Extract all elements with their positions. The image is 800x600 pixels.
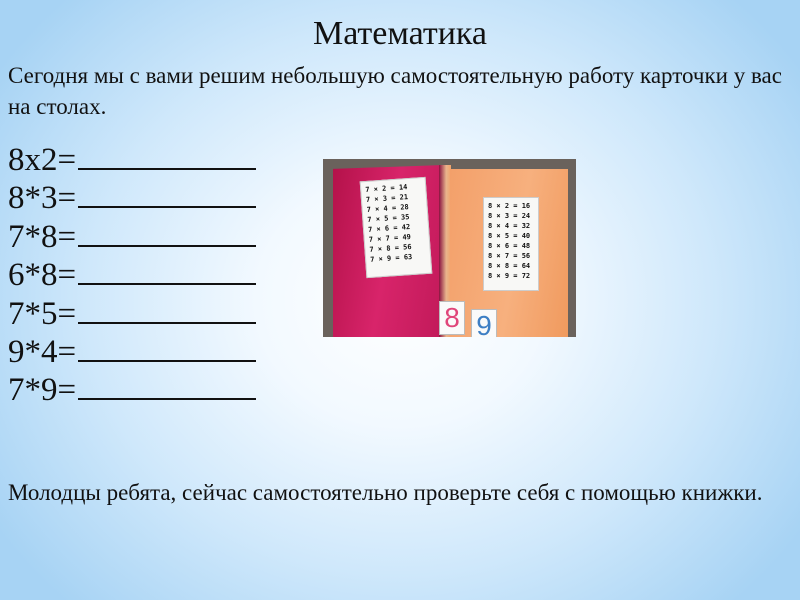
intro-text: Сегодня мы с вами решим небольшую самостоятельную работу карточки у вас на столах. bbox=[8, 63, 782, 119]
table-row: 8 × 9 = 72 bbox=[488, 272, 531, 280]
number-tab-8: 8 bbox=[439, 301, 465, 335]
problem-expression: 7*9= bbox=[8, 372, 77, 409]
answer-blank bbox=[78, 318, 256, 324]
table-row: 7 × 9 = 63 bbox=[369, 252, 413, 264]
table-row: 7 × 7 = 49 bbox=[368, 232, 412, 244]
problem-item bbox=[8, 179, 256, 217]
problem-expression: 7*5= bbox=[8, 295, 77, 332]
problem-item bbox=[8, 256, 256, 294]
problem-item bbox=[8, 141, 256, 179]
answer-blank bbox=[78, 241, 256, 247]
table-row: 8 × 2 = 16 bbox=[488, 202, 531, 210]
table-row: 8 × 5 = 40 bbox=[488, 232, 531, 240]
times-table-card-8 bbox=[483, 197, 539, 291]
answer-blank bbox=[78, 202, 256, 208]
table-row: 8 × 6 = 48 bbox=[488, 242, 531, 250]
multiplication-book-photo bbox=[323, 159, 576, 337]
table-row: 7 × 4 = 28 bbox=[366, 203, 410, 214]
table-row: 8 × 8 = 64 bbox=[488, 262, 531, 270]
problem-expression: 8х2= bbox=[8, 142, 77, 178]
answer-blank bbox=[78, 164, 256, 170]
answer-blank bbox=[78, 356, 256, 362]
problem-item bbox=[8, 218, 256, 256]
number-tab-9: 9 bbox=[471, 309, 497, 337]
problem-item bbox=[8, 333, 256, 371]
problem-list bbox=[8, 141, 256, 410]
problem-expression: 9*4= bbox=[8, 333, 77, 370]
table-row: 7 × 8 = 56 bbox=[369, 242, 412, 254]
problem-expression: 6*8= bbox=[8, 257, 77, 294]
outro-text: Молодцы ребята, сейчас самостоятельно проверьте себя с помощью книжки. bbox=[8, 480, 763, 505]
table-row: 8 × 7 = 56 bbox=[488, 252, 531, 260]
problem-item bbox=[8, 295, 256, 333]
times-table-card-7 bbox=[360, 177, 433, 278]
table-row: 7 × 3 = 21 bbox=[365, 193, 409, 205]
table-row: 8 × 4 = 32 bbox=[488, 222, 531, 230]
table-row: 8 × 3 = 24 bbox=[488, 212, 531, 220]
table-row: 7 × 6 = 42 bbox=[367, 223, 411, 234]
problem-item bbox=[8, 371, 256, 409]
table-row: 7 × 2 = 14 bbox=[365, 183, 408, 195]
problem-expression: 7*8= bbox=[8, 218, 77, 255]
problem-expression: 8*3= bbox=[8, 180, 77, 217]
slide-title: Математика bbox=[312, 15, 488, 52]
answer-blank bbox=[78, 394, 256, 400]
table-row: 7 × 5 = 35 bbox=[367, 213, 410, 224]
answer-blank bbox=[78, 279, 256, 285]
